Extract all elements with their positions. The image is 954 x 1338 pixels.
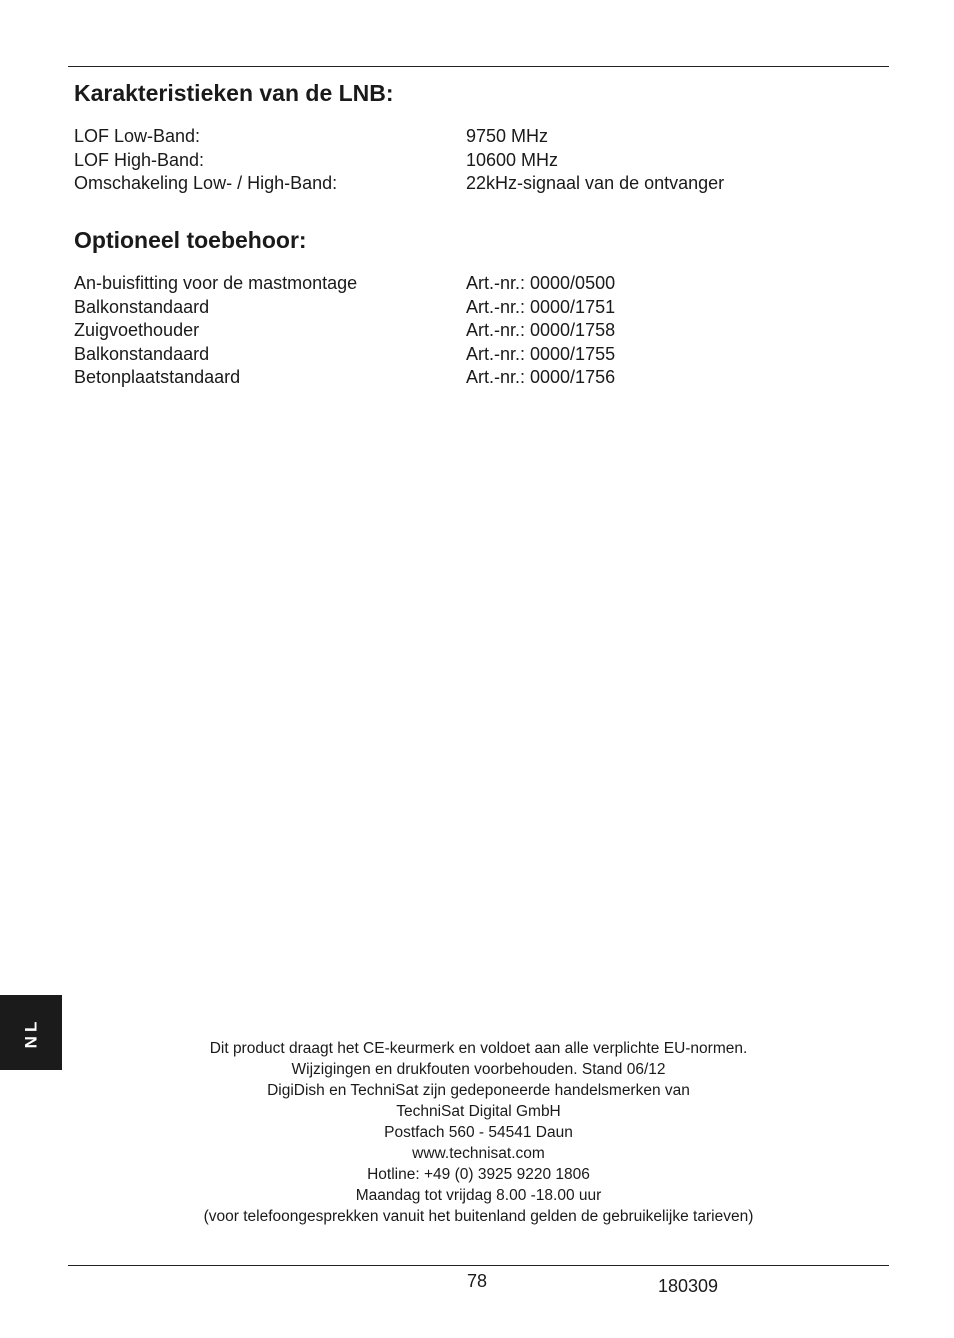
accessory-article-number: Art.-nr.: 0000/0500 <box>466 273 616 293</box>
footer-line: Dit product draagt het CE-keurmerk en voldoet aan alle verplichte EU-normen. <box>209 1040 748 1057</box>
lnb-row-value: 22kHz-signaal van de ontvanger <box>466 173 725 193</box>
footer-info-block <box>68 1038 889 1227</box>
lnb-row <box>74 172 834 196</box>
footer-line: Maandag tot vrijdag 8.00 -18.00 uur <box>355 1187 602 1204</box>
accessories-table <box>74 272 834 390</box>
lnb-row-label: LOF High-Band: <box>74 149 205 170</box>
accessories-heading: Optioneel toebehoor: <box>74 227 307 253</box>
lnb-row <box>74 125 834 149</box>
footer-line: www.technisat.com <box>412 1145 545 1162</box>
footer-line: (voor telefoongesprekken vanuit het buitenland gelden de gebruikelijke tarieven) <box>203 1208 754 1225</box>
accessory-row <box>74 272 834 296</box>
accessory-row <box>74 296 834 320</box>
lnb-row-value: 9750 MHz <box>466 126 549 146</box>
accessory-article-number: Art.-nr.: 0000/1755 <box>466 343 616 364</box>
accessory-article-number: Art.-nr.: 0000/1751 <box>466 296 616 317</box>
page-number: 78 <box>467 1271 488 1291</box>
footer-line: DigiDish en TechniSat zijn gedeponeerde handelsmerken van <box>267 1082 690 1099</box>
footer-line: Hotline: +49 (0) 3925 9220 1806 <box>367 1166 590 1183</box>
accessory-name: Balkonstandaard <box>74 296 210 317</box>
footer-line: Wijzigingen en drukfouten voorbehouden. Stand 06/12 <box>291 1061 666 1078</box>
accessory-article-number: Art.-nr.: 0000/1758 <box>466 320 616 340</box>
document-code: 180309 <box>658 1276 719 1296</box>
lnb-row-label: LOF Low-Band: <box>74 126 201 146</box>
accessory-name: Zuigvoethouder <box>74 320 200 340</box>
bottom-divider <box>68 1265 889 1266</box>
accessory-row <box>74 366 834 390</box>
language-tab <box>0 995 62 1070</box>
accessory-name: Balkonstandaard <box>74 343 210 364</box>
accessory-row <box>74 319 834 343</box>
lnb-spec-table <box>74 125 834 196</box>
lnb-row-value: 10600 MHz <box>466 149 559 170</box>
footer-line: TechniSat Digital GmbH <box>396 1103 561 1120</box>
accessory-row <box>74 343 834 367</box>
lnb-row <box>74 149 834 173</box>
lnb-heading: Karakteristieken van de LNB: <box>74 80 394 106</box>
top-divider <box>68 66 889 67</box>
footer-line: Postfach 560 - 54541 Daun <box>384 1124 573 1141</box>
accessory-name: An-buisfitting voor de mastmontage <box>74 273 358 293</box>
lnb-row-label: Omschakeling Low- / High-Band: <box>74 173 338 193</box>
accessory-article-number: Art.-nr.: 0000/1756 <box>466 367 616 387</box>
accessory-name: Betonplaatstandaard <box>74 367 241 387</box>
language-tab-label: NL <box>20 1017 40 1048</box>
